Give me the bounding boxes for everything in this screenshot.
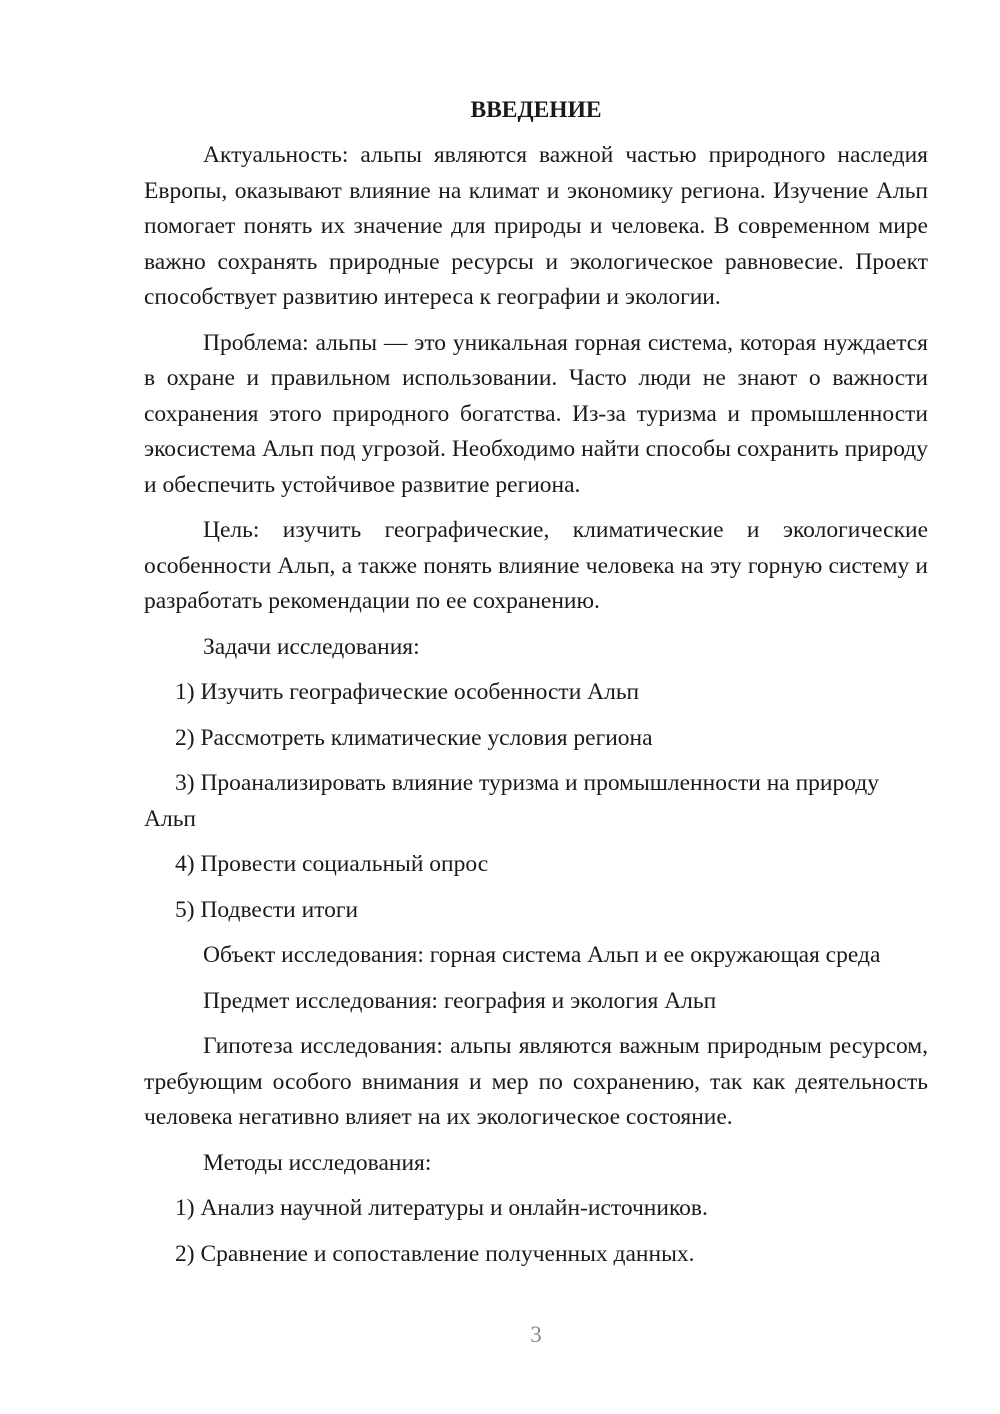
hypothesis-paragraph: Гипотеза исследования: альпы являются важным природным ресурсом, требующим особого внимания и мер по сохранению, так как деятельность человека негативно влияет на их экологическое состояние. — [144, 1033, 928, 1130]
goal-paragraph: Цель: изучить географические, климатические и экологические особенности Альп, а также понять влияние человека на эту горную систему и разработать рекомендации по ее сохранению. — [144, 517, 928, 614]
research-subject: Предмет исследования: география и экология Альп — [203, 987, 717, 1014]
task-item: 1) Изучить географические особенности Альп — [175, 679, 640, 705]
methods-heading: Методы исследования: — [203, 1149, 432, 1176]
task-item: 3) Проанализировать влияние туризма и промышленности на природу Альп — [144, 770, 880, 832]
problem-paragraph: Проблема: альпы — это уникальная горная система, которая нуждается в охране и правильном использовании. Часто люди не знают о важности сохранения этого природного богатства. Из-за туризма и промышленности экосистема Альп под угрозой. Необходимо найти способы сохранить природу и обеспечить устойчивое развитие региона. — [144, 329, 928, 498]
tasks-heading: Задачи исследования: — [203, 633, 420, 660]
page-number: 3 — [530, 1322, 542, 1347]
relevance-paragraph: Актуальность: альпы являются важной частью природного наследия Европы, оказывают влияние на климат и экономику региона. Изучение Альп помогает понять их значение для природы и человека. В современном мире важно сохранять природные ресурсы и экологическое равновесие. Проект способствует развитию интереса к географии и экологии. — [144, 142, 928, 310]
research-object: Объект исследования: горная система Альп и ее окружающая среда — [203, 942, 881, 968]
page-title: ВВЕДЕНИЕ — [470, 97, 602, 123]
method-item: 2) Сравнение и сопоставление полученных данных. — [175, 1240, 695, 1267]
document-body — [144, 90, 928, 1282]
method-item: 1) Анализ научной литературы и онлайн-источников. — [175, 1195, 708, 1221]
task-item: 4) Провести социальный опрос — [175, 851, 489, 877]
task-item: 2) Рассмотреть климатические условия региона — [175, 724, 653, 751]
task-item: 5) Подвести итоги — [175, 896, 359, 923]
